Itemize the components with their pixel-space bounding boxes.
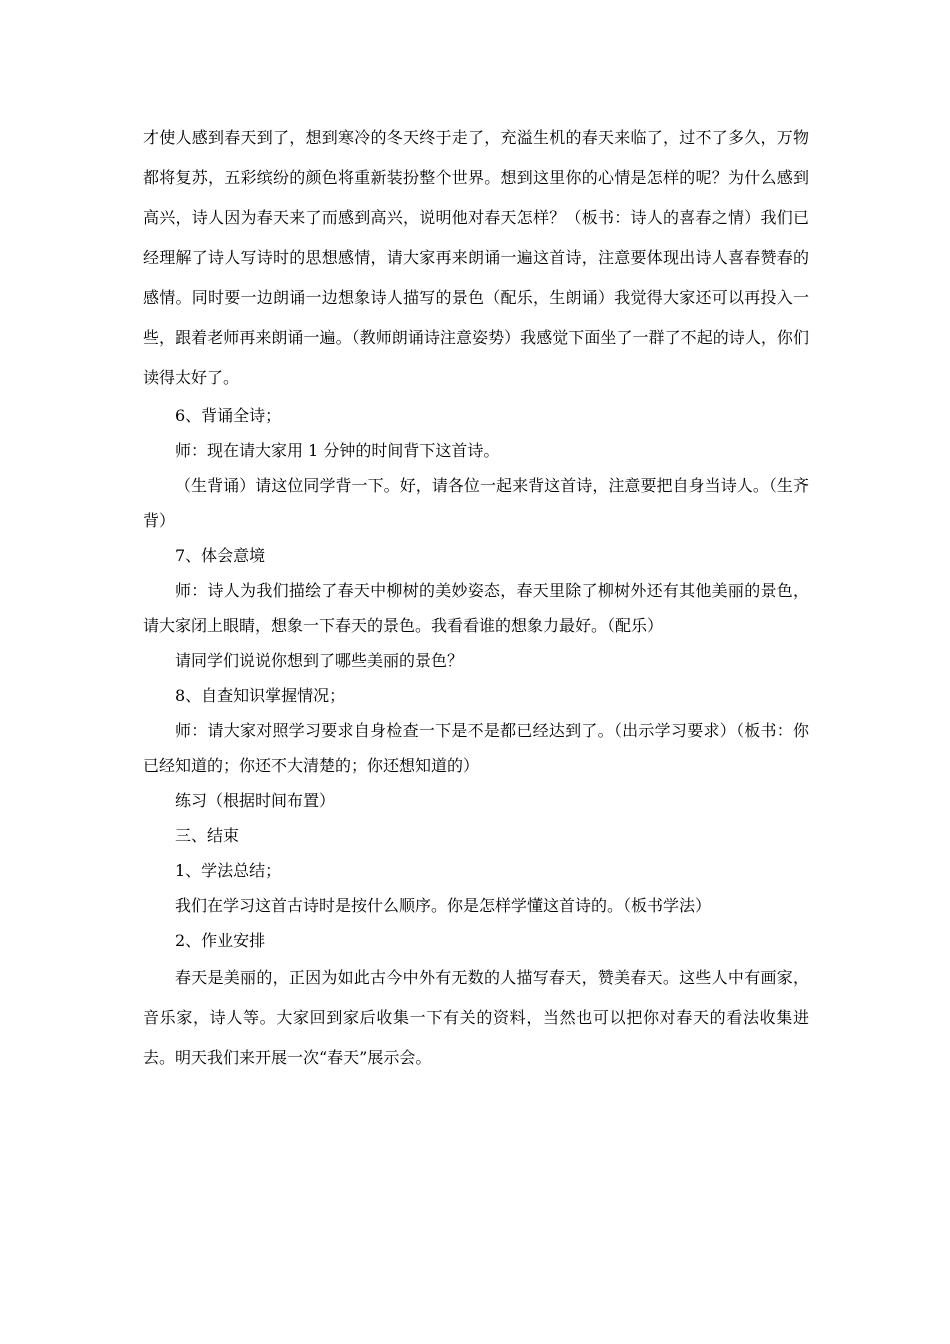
paragraph-continuation: 才使人感到春天到了，想到寒冷的冬天终于走了，充溢生机的春天来临了，过不了多久，万物都将复苏，五彩缤纷的颜色将重新装扮整个世界。想到这里你的心情是怎样的呢？为什么感到高兴，诗人因为春天来了而感到高兴，说明他对春天怎样？（板书：诗人的喜春之情）我们已经理解了诗人写诗时的思想感情，请大家再来朗诵一遍这首诗，注意要体现出诗人喜春赞春的感情。同时要一边朗诵一边想象诗人描写的景色（配乐，生朗诵）我觉得大家还可以再投入一些，跟着老师再来朗诵一遍。（教师朗诵诗注意姿势）我感觉下面坐了一群了不起的诗人，你们读得太好了。 bbox=[143, 128, 809, 387]
heading-ending: 三、结束 bbox=[175, 826, 240, 845]
paragraph-practice: 练习（根据时间布置） bbox=[175, 791, 336, 810]
heading-artistic-conception: 7、体会意境 bbox=[175, 546, 266, 565]
paragraph-homework: 春天是美丽的，正因为如此古今中外有无数的人描写春天，赞美春天。这些人中有画家，音乐家，诗人等。大家回到家后收集一下有关的资料，当然也可以把你对春天的看法收集进去。明天我们来开展一次“春天”展示会。 bbox=[143, 968, 809, 1067]
heading-recite-poem: 6、背诵全诗； bbox=[175, 406, 282, 425]
document-page bbox=[143, 118, 809, 1078]
paragraph-teacher-check: 师：请大家对照学习要求自身检查一下是不是都已经达到了。（出示学习要求）（板书：你已经知道的；你还不大清楚的；你还想知道的） bbox=[143, 721, 809, 775]
paragraph-teacher-recite: 师：现在请大家用 1 分钟的时间背下这首诗。 bbox=[175, 441, 500, 460]
paragraph-students-recite: （生背诵）请这位同学背一下。好，请各位一起来背这首诗，注意要把自身当诗人。（生齐背） bbox=[143, 476, 809, 530]
heading-self-check: 8、自查知识掌握情况； bbox=[175, 686, 346, 705]
paragraph-method-summary: 我们在学习这首古诗时是按什么顺序。你是怎样学懂这首诗的。（板书学法） bbox=[175, 896, 712, 915]
heading-method-summary: 1、学法总结； bbox=[175, 861, 282, 880]
paragraph-students-describe: 请同学们说说你想到了哪些美丽的景色？ bbox=[175, 651, 464, 670]
paragraph-teacher-imagine: 师：诗人为我们描绘了春天中柳树的美妙姿态，春天里除了柳树外还有其他美丽的景色，请大家闭上眼睛，想象一下春天的景色。我看看谁的想象力最好。（配乐） bbox=[143, 581, 809, 635]
heading-homework: 2、作业安排 bbox=[175, 931, 266, 950]
